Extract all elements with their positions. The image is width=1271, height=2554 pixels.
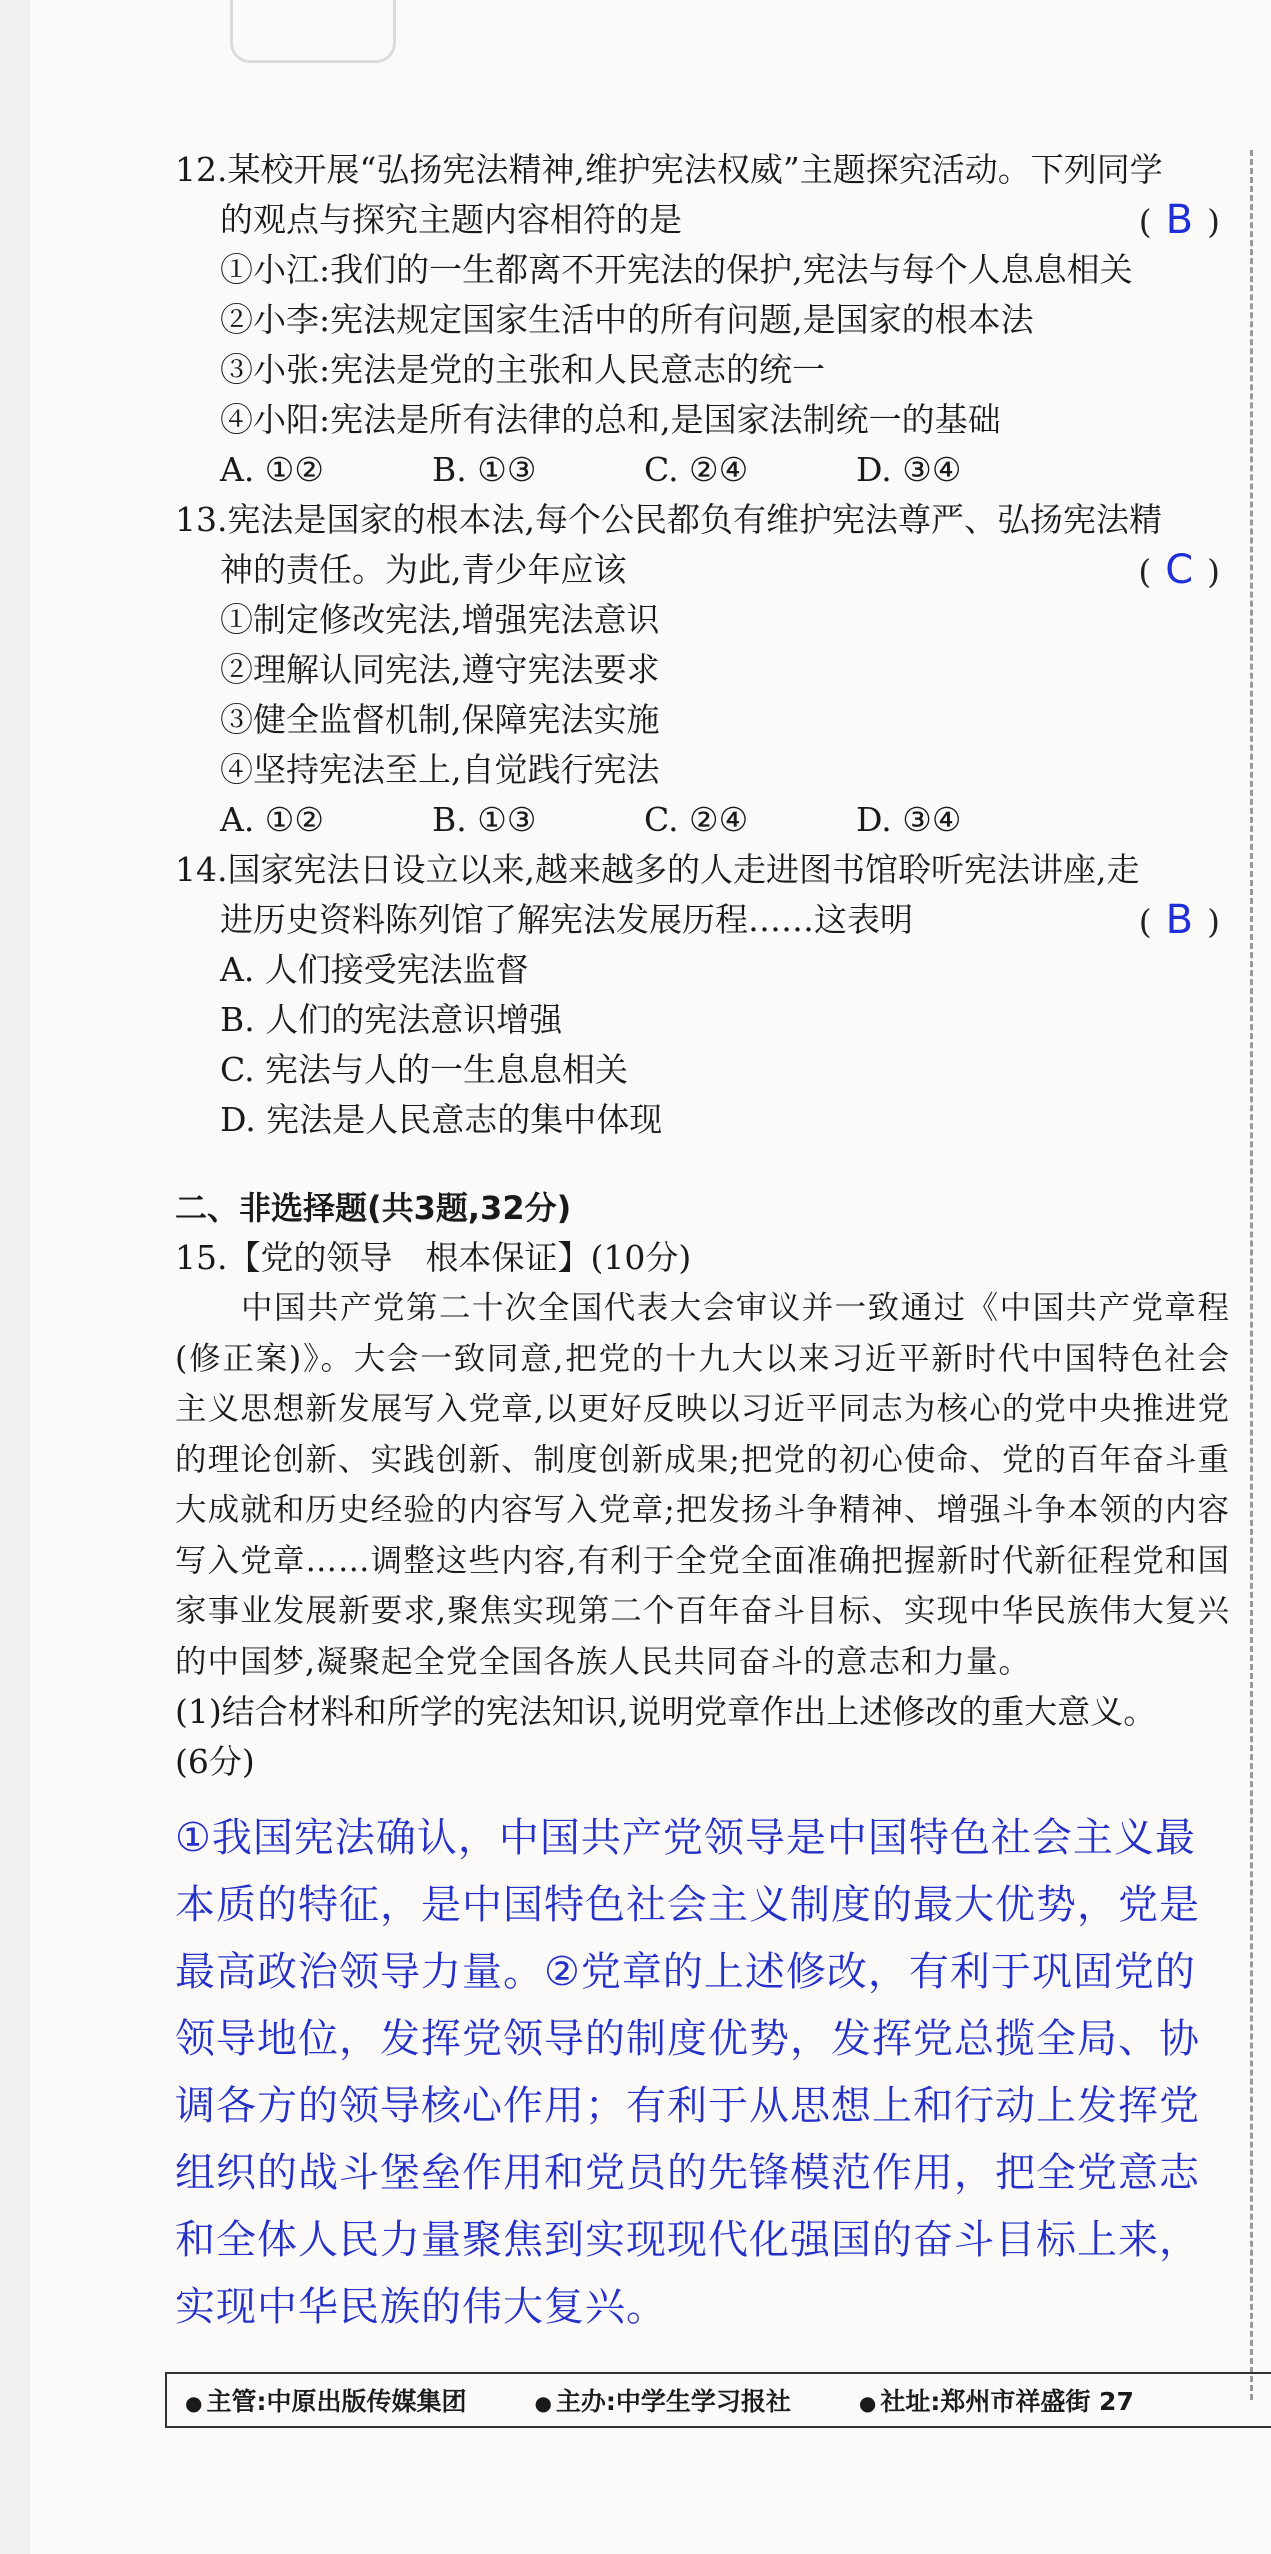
footer-sponsor-text: 主管:中原出版传媒集团 (206, 2387, 467, 2416)
q14-option-b: B. 人们的宪法意识增强 (220, 1000, 563, 1039)
q12-choice-c: C. ②④ (644, 450, 749, 489)
q13-stem-line1: 13.宪法是国家的根本法,每个公民都负有维护宪法尊严、弘扬宪法精 (175, 500, 1162, 539)
q13-item: ①制定修改宪法,增强宪法意识 (220, 600, 660, 639)
q13-answer-slot: ( C ) (1138, 547, 1220, 593)
q14-stem-line1: 14.国家宪法日设立以来,越来越多的人走进图书馆聆听宪法讲座,走 (175, 850, 1140, 889)
q15-sub-question-1: (1)结合材料和所学的宪法知识,说明党章作出上述修改的重大意义。 (175, 1692, 1157, 1731)
section-2-title: 二、非选择题(共3题,32分) (175, 1189, 572, 1227)
footer-address-text: 社址:郑州市祥盛街 27 (880, 2387, 1134, 2416)
footer-bar (165, 2372, 1271, 2428)
exam-content (175, 145, 1230, 2341)
q14-option-a: A. 人们接受宪法监督 (220, 950, 529, 989)
q14-answer: B (1165, 897, 1194, 943)
q13-answer: C (1165, 547, 1194, 593)
q14-answer-slot: ( B ) (1138, 897, 1220, 943)
q13-choice-a: A. ①② (220, 800, 324, 839)
question-15 (175, 1233, 1230, 2341)
q12-answer-slot: ( B ) (1138, 197, 1220, 243)
question-13 (175, 495, 1230, 845)
q12-stem-line1: 12.某校开展“弘扬宪法精神,维护宪法权威”主题探究活动。下列同学 (175, 150, 1163, 189)
bullet-icon: ● (185, 2391, 203, 2415)
q14-stem-line2 (175, 895, 1230, 945)
q14-stem-text: 进历史资料陈列馆了解宪法发展历程……这表明 (220, 900, 913, 939)
q12-stem-text: 的观点与探究主题内容相符的是 (220, 200, 682, 239)
q12-item: ④小阳:宪法是所有法律的总和,是国家法制统一的基础 (220, 400, 1001, 439)
q15-title: 15.【党的领导 根本保证】(10分) (175, 1238, 692, 1277)
question-12 (175, 145, 1230, 495)
dashed-cut-line (1250, 150, 1253, 2400)
handwritten-answer: ①我国宪法确认，中国共产党领导是中国特色社会主义最本质的特征，是中国特色社会主义制度的最大优势，党是最高政治领导力量。②党章的上述修改，有利于巩固党的领导地位，发挥党领导的制度优势，发挥党总揽全局、协调各方的领导核心作用；有利于从思想上和行动上发挥党组织的战斗堡垒作用和党员的先锋模范作用，把全党意志和全体人民力量聚焦到实现现代化强国的奋斗目标上来，实现中华民族的伟大复兴。 (175, 1815, 1200, 2330)
q12-choice-a: A. ①② (220, 450, 324, 489)
q15-material: 中国共产党第二十次全国代表大会审议并一致通过《中国共产党章程(修正案)》。大会一致同意,把党的十九大以来习近平新时代中国特色社会主义思想新发展写入党章,以更好反映以习近平同志为核心的党中央推进党的理论创新、实践创新、制度创新成果;把党的初心使命、党的百年奋斗重大成就和历史经验的内容写入党章;把发扬斗争精神、增强斗争本领的内容写入党章……调整这些内容,有利于全党全面准确把握新时代新征程党和国家事业发展新要求,聚焦实现第二个百年奋斗目标、实现中华民族伟大复兴的中国梦,凝聚起全党全国各族人民共同奋斗的意志和力量。 (175, 1290, 1230, 1680)
footer-organizer-text: 主办:中学生学习报社 (555, 2387, 791, 2416)
q12-answer: B (1165, 197, 1194, 243)
question-14 (175, 845, 1230, 1145)
q14-option-d: D. 宪法是人民意志的集中体现 (220, 1100, 663, 1139)
q12-item: ②小李:宪法规定国家生活中的所有问题,是国家的根本法 (220, 300, 1034, 339)
q13-choices (175, 795, 1230, 845)
q13-item: ②理解认同宪法,遵守宪法要求 (220, 650, 660, 689)
q12-choice-d: D. ③④ (856, 450, 962, 489)
footer-organizer (534, 2382, 790, 2418)
bullet-icon: ● (858, 2391, 877, 2415)
q15-sub-question-1-score: (6分) (175, 1742, 255, 1781)
q14-option-c: C. 宪法与人的一生息息相关 (220, 1050, 629, 1089)
q12-item: ③小张:宪法是党的主张和人民意志的统一 (220, 350, 826, 389)
q13-item: ③健全监督机制,保障宪法实施 (220, 700, 660, 739)
q13-choice-c: C. ②④ (644, 800, 749, 839)
footer-address (859, 2382, 1134, 2418)
q13-stem-line2 (175, 545, 1230, 595)
footer-sponsor (185, 2382, 466, 2418)
q12-choice-b: B. ①③ (432, 450, 537, 489)
q13-stem-text: 神的责任。为此,青少年应该 (220, 550, 627, 589)
q12-stem-line2 (175, 195, 1230, 245)
bullet-icon: ● (534, 2391, 552, 2415)
q12-choices (175, 445, 1230, 495)
q13-item: ④坚持宪法至上,自觉践行宪法 (220, 750, 660, 789)
q13-choice-b: B. ①③ (432, 800, 537, 839)
q13-choice-d: D. ③④ (856, 800, 962, 839)
q12-item: ①小江:我们的一生都离不开宪法的保护,宪法与每个人息息相关 (220, 250, 1133, 289)
watermark-seal (230, 0, 396, 63)
